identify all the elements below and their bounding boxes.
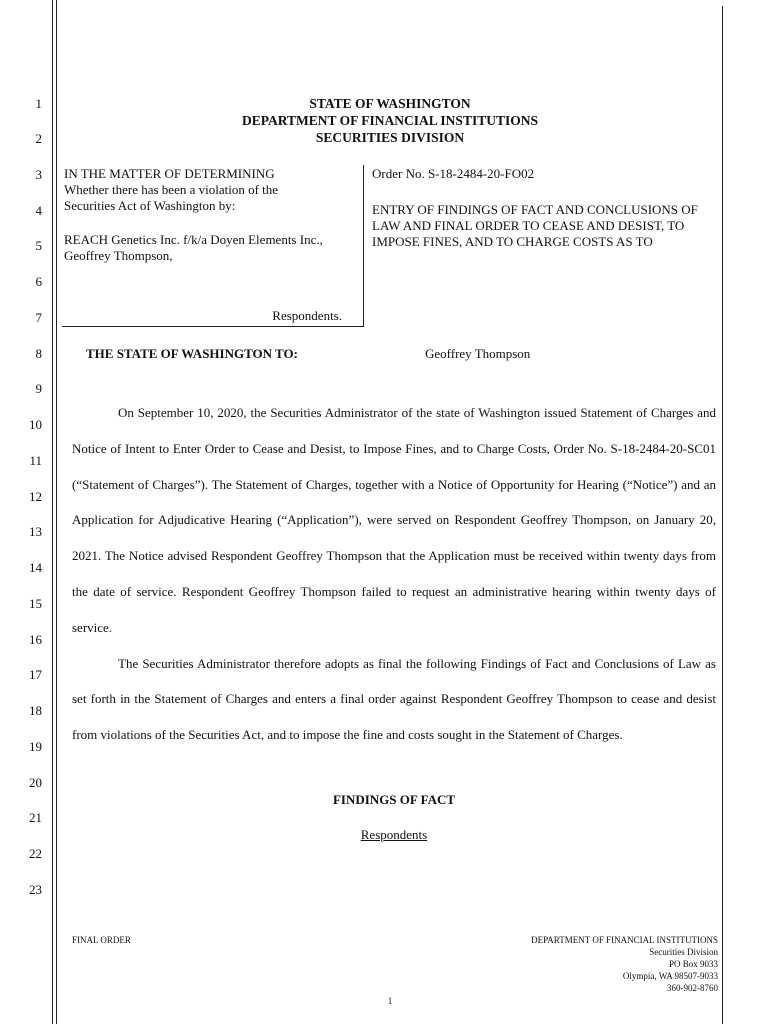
line-number: 16 bbox=[29, 632, 42, 647]
line-number: 5 bbox=[35, 238, 42, 253]
line-number: 3 bbox=[35, 167, 42, 182]
line-number: 21 bbox=[29, 810, 42, 825]
line-number: 11 bbox=[29, 453, 42, 468]
line-number: 12 bbox=[29, 489, 42, 504]
line-number: 20 bbox=[29, 775, 42, 790]
body-paragraph: The Securities Administrator therefore adopts as final the following Findings of Fact and Conclusions of Law as set forth in the Statement of Charges and enters a final order against Respondent Geoffrey Thompson to cease and desist from violations of the Securities Act, and to impose the fine and costs sought in the Statement of Charges. bbox=[72, 655, 716, 743]
matter-line-2: Whether there has been a violation of the bbox=[64, 182, 279, 197]
footer-po-box: PO Box 9033 bbox=[668, 959, 718, 969]
margin-rule-right bbox=[722, 6, 723, 1024]
line-number: 17 bbox=[29, 667, 42, 682]
caption-divider-horizontal bbox=[62, 326, 364, 327]
footer-address-block bbox=[531, 934, 718, 994]
line-number: 8 bbox=[35, 346, 42, 361]
footer-division: Securities Division bbox=[649, 947, 718, 957]
line-number: 10 bbox=[29, 417, 42, 432]
header-state: STATE OF WASHINGTON bbox=[309, 96, 471, 111]
addressee-name: Geoffrey Thompson bbox=[425, 346, 531, 361]
line-number: 15 bbox=[29, 596, 42, 611]
respondent-individual: Geoffrey Thompson, bbox=[64, 248, 173, 263]
footer-doc-type: FINAL ORDER bbox=[72, 935, 131, 945]
case-caption-order bbox=[372, 166, 717, 250]
line-number: 22 bbox=[29, 846, 42, 861]
footer-phone: 360-902-8760 bbox=[667, 983, 718, 993]
line-number: 14 bbox=[29, 560, 42, 575]
line-number: 2 bbox=[35, 131, 42, 146]
document-header bbox=[120, 95, 660, 146]
case-caption-parties bbox=[64, 166, 354, 323]
order-body bbox=[72, 395, 716, 753]
line-number: 4 bbox=[35, 203, 42, 218]
line-number: 7 bbox=[35, 310, 42, 325]
line-number: 6 bbox=[35, 274, 42, 289]
matter-line-1: IN THE MATTER OF DETERMINING bbox=[64, 166, 275, 181]
respondents-subheading: Respondents bbox=[360, 827, 428, 842]
margin-rule-left-inner bbox=[56, 0, 57, 1024]
body-paragraph: On September 10, 2020, the Securities Administrator of the state of Washington issued Statement of Charges and Notice of Intent to Enter Order to Cease and Desist, to Impose Fines, and to Charge Costs, Order No. S-18-2484-20-SC01 (“Statement of Charges”). The Statement of Charges, together with a Notice of Opportunity for Hearing (“Notice”) and an Application for Adjudicative Hearing (“Application”), were served on Respondent Geoffrey Thompson, on January 20, 2021. The Notice advised Respondent Geoffrey Thompson that the Application must be received within twenty days from the date of service. Respondent Geoffrey Thompson failed to request an administrative hearing within twenty days of service. bbox=[72, 405, 716, 635]
line-number: 19 bbox=[29, 739, 42, 754]
respondents-label: Respondents. bbox=[272, 308, 342, 323]
line-number: 1 bbox=[35, 96, 42, 111]
line-number: 13 bbox=[29, 524, 42, 539]
order-number: Order No. S-18-2484-20-FO02 bbox=[372, 166, 535, 181]
line-number: 18 bbox=[29, 703, 42, 718]
footer-city: Olympia, WA 98507-9033 bbox=[622, 971, 718, 981]
respondent-company: REACH Genetics Inc. f/k/a Doyen Elements Inc., bbox=[64, 232, 323, 247]
findings-heading: FINDINGS OF FACT bbox=[332, 792, 456, 807]
footer-department: DEPARTMENT OF FINANCIAL INSTITUTIONS bbox=[531, 935, 718, 945]
line-number: 9 bbox=[35, 381, 42, 396]
order-title: ENTRY OF FINDINGS OF FACT AND CONCLUSIONS OF LAW AND FINAL ORDER TO CEASE AND DESIST, TO IMPOSE FINES, AND TO CHARGE COSTS AS TO bbox=[372, 202, 698, 249]
line-number: 23 bbox=[29, 882, 42, 897]
caption-divider-vertical bbox=[363, 165, 364, 327]
header-division: SECURITIES DIVISION bbox=[315, 130, 465, 145]
addressee-label: THE STATE OF WASHINGTON TO: bbox=[86, 346, 298, 361]
page-number: 1 bbox=[387, 996, 393, 1006]
matter-line-3: Securities Act of Washington by: bbox=[64, 198, 236, 213]
margin-rule-left-outer bbox=[52, 0, 53, 1024]
header-department: DEPARTMENT OF FINANCIAL INSTITUTIONS bbox=[242, 113, 538, 128]
